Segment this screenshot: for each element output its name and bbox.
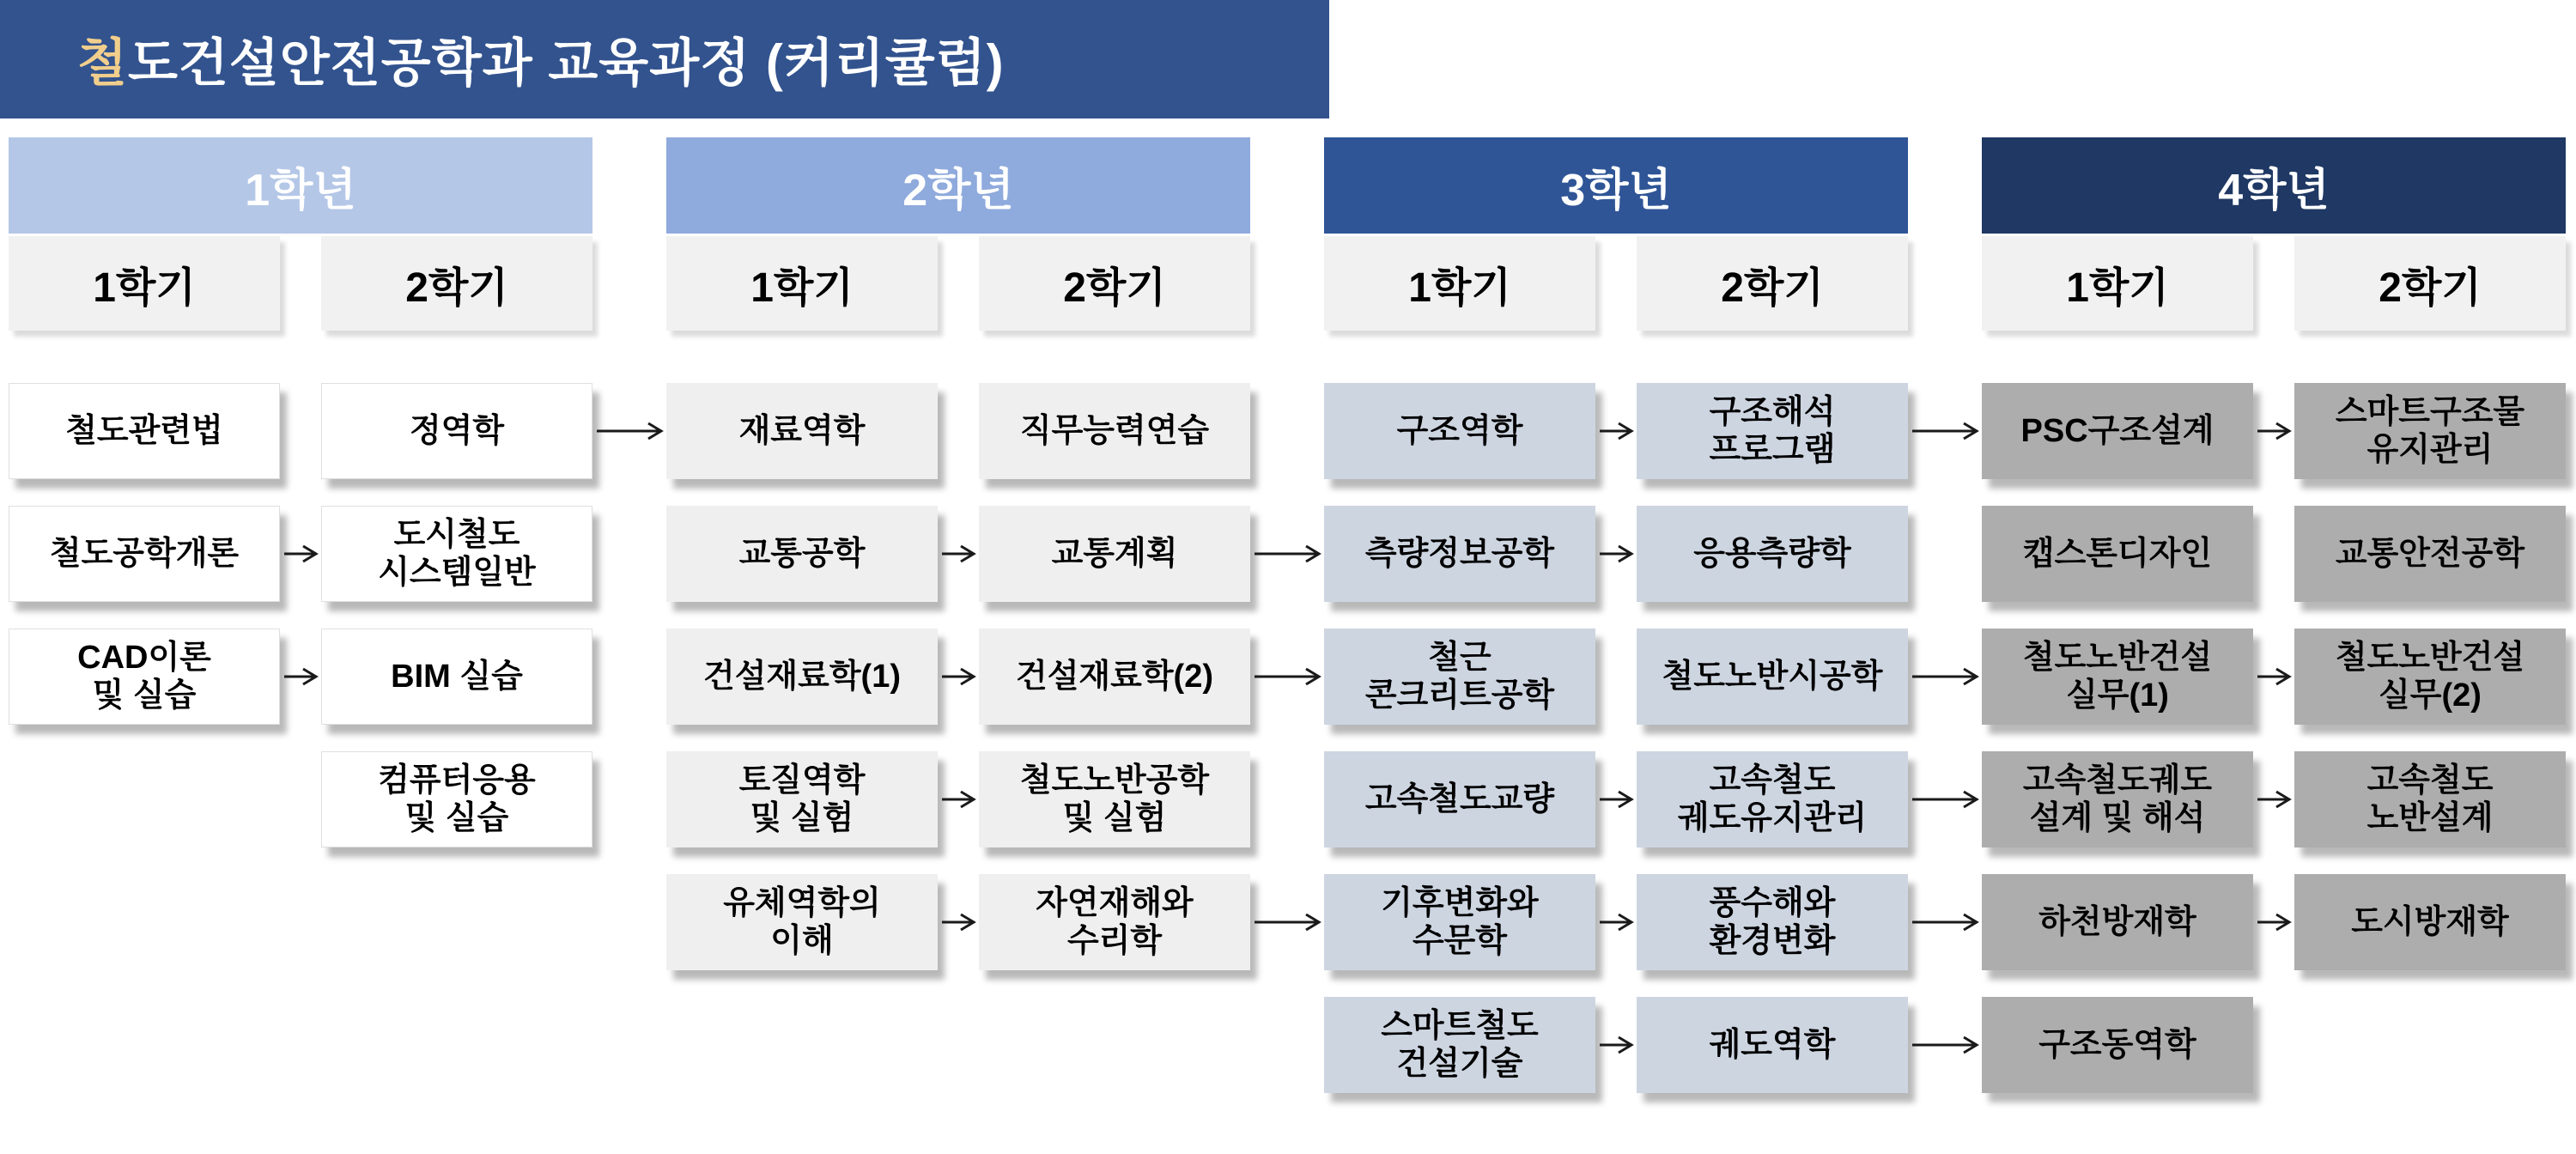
course-label-line: 구조동역학: [2038, 1026, 2196, 1063]
course-label-line: 고속철도: [2366, 762, 2494, 799]
course-label-line: 수문학: [1412, 923, 1508, 959]
course-box: [9, 629, 280, 725]
course-label-line: 구조해석: [1709, 393, 1836, 430]
course-box: [979, 751, 1250, 847]
prerequisite-arrow: [1255, 546, 1319, 562]
course-box: [666, 751, 938, 847]
course-box: [1982, 506, 2253, 602]
course-label-line: 철도노반시공학: [1662, 658, 1883, 695]
course-label-line: 고속철도궤도: [2022, 762, 2213, 799]
year-header-4: 4학년: [1982, 137, 2566, 234]
course-label-line: 자연재해와: [1036, 884, 1194, 921]
prerequisite-arrow: [1912, 914, 1977, 930]
course-label-line: 및 실험: [750, 800, 854, 836]
prerequisite-arrow: [1600, 792, 1631, 807]
course-box: [1982, 751, 2253, 847]
course-box: [1324, 874, 1595, 970]
course-box: [2294, 383, 2566, 479]
prerequisite-arrow: [1912, 669, 1977, 684]
course-box: [1637, 751, 1908, 847]
prerequisite-arrow: [1600, 546, 1631, 562]
course-label-line: 건설기술: [1396, 1046, 1523, 1082]
course-label-line: 콘크리트공학: [1364, 677, 1555, 714]
course-box: [321, 383, 592, 479]
course-label-line: 유지관리: [2366, 432, 2494, 468]
course-label-line: 고속철도교량: [1364, 780, 1555, 817]
course-label-line: 시스템일반: [378, 555, 536, 591]
course-label-line: 구조역학: [1396, 412, 1523, 449]
course-label-line: 환경변화: [1709, 923, 1836, 959]
course-label-line: 교통안전공학: [2335, 535, 2525, 572]
course-label-line: 응용측량학: [1693, 535, 1851, 572]
course-box: [1637, 383, 1908, 479]
course-box: [666, 874, 938, 970]
prerequisite-arrow: [1912, 423, 1977, 439]
course-box: [2294, 874, 2566, 970]
prerequisite-arrow: [1600, 914, 1631, 930]
prerequisite-arrow: [2257, 423, 2289, 439]
course-box: [979, 629, 1250, 725]
year-header-3: 3학년: [1324, 137, 1908, 234]
course-label-line: 철도관련법: [65, 412, 223, 449]
course-box: [1637, 506, 1908, 602]
course-box: [321, 629, 592, 725]
course-label-line: 유체역학의: [723, 884, 881, 921]
course-label-line: 궤도역학: [1709, 1026, 1836, 1063]
course-label-line: 실무(1): [2066, 677, 2169, 714]
course-box: [1982, 629, 2253, 725]
page-title: 도건설안전공학과 교육과정 (커리큘럼): [127, 34, 1005, 92]
prerequisite-arrow: [1912, 792, 1977, 807]
course-label-line: 기후변화와: [1381, 884, 1539, 921]
prerequisite-arrow: [942, 546, 974, 562]
semester-header-y3s1: 1학기: [1324, 236, 1595, 331]
prerequisite-arrow: [1600, 423, 1631, 439]
course-box: [1637, 874, 1908, 970]
course-label-line: 스마트구조물: [2335, 393, 2525, 430]
course-label-line: 직무능력연습: [1019, 412, 1210, 449]
course-label-line: 궤도유지관리: [1677, 800, 1868, 836]
course-box: [979, 874, 1250, 970]
course-label-line: 캡스톤디자인: [2022, 535, 2213, 572]
semester-header-y1s1: 1학기: [9, 236, 280, 331]
course-label-line: 설계 및 해석: [2029, 800, 2206, 836]
course-box: [1982, 997, 2253, 1093]
course-box: [1324, 383, 1595, 479]
course-label-line: 정역학: [409, 412, 505, 449]
prerequisite-arrow: [2257, 792, 2289, 807]
course-label-line: 고속철도: [1709, 762, 1836, 799]
title-bar: [0, 0, 1329, 118]
course-label-line: 및 실습: [404, 800, 509, 836]
course-label-line: 실무(2): [2379, 677, 2482, 714]
course-label-line: 프로그램: [1709, 432, 1836, 468]
course-box: [1982, 383, 2253, 479]
prerequisite-arrow: [2257, 914, 2289, 930]
prerequisite-arrow: [1912, 1037, 1977, 1053]
prerequisite-arrow: [597, 423, 661, 439]
course-box: [321, 506, 592, 602]
course-label-line: 이해: [770, 923, 834, 959]
course-box: [979, 383, 1250, 479]
prerequisite-arrow: [1255, 914, 1319, 930]
course-box: [666, 506, 938, 602]
course-box: [321, 751, 592, 847]
course-box: [9, 383, 280, 479]
course-box: [2294, 506, 2566, 602]
course-label-line: 측량정보공학: [1364, 535, 1555, 572]
semester-header-y2s2: 2학기: [979, 236, 1250, 331]
course-box: [979, 506, 1250, 602]
semester-header-y1s2: 2학기: [321, 236, 592, 331]
course-box: [1324, 751, 1595, 847]
course-label-line: 도시철도: [393, 516, 520, 553]
course-label-line: CAD이론: [77, 639, 211, 676]
course-label-line: BIM 실습: [391, 658, 523, 695]
course-box: [1324, 997, 1595, 1093]
course-label-line: 철도노반건설: [2335, 639, 2525, 676]
prerequisite-arrow: [942, 669, 974, 684]
course-label-line: 및 실습: [92, 677, 197, 714]
course-box: [1982, 874, 2253, 970]
prerequisite-arrow: [1255, 669, 1319, 684]
semester-header-y3s2: 2학기: [1637, 236, 1908, 331]
prerequisite-arrow: [942, 792, 974, 807]
semester-header-y2s1: 1학기: [666, 236, 938, 331]
course-label-line: 교통공학: [738, 535, 866, 572]
course-box: [666, 629, 938, 725]
prerequisite-arrow: [284, 669, 316, 684]
course-box: [1637, 997, 1908, 1093]
course-label-line: 하천방재학: [2038, 903, 2196, 940]
year-header-2: 2학년: [666, 137, 1250, 234]
course-box: [2294, 629, 2566, 725]
course-label-line: 철도노반공학: [1019, 762, 1210, 799]
course-label-line: 토질역학: [738, 762, 866, 799]
course-label-line: 건설재료학(1): [703, 658, 901, 695]
course-label-line: 재료역학: [738, 412, 866, 449]
course-label-line: 교통계획: [1051, 535, 1178, 572]
prerequisite-arrow: [1600, 1037, 1631, 1053]
course-box: [1324, 629, 1595, 725]
prerequisite-arrow: [942, 914, 974, 930]
course-box: [1637, 629, 1908, 725]
course-label-line: 도시방재학: [2351, 903, 2509, 940]
course-box: [2294, 751, 2566, 847]
course-label-line: 건설재료학(2): [1016, 658, 1213, 695]
course-label-line: 철도노반건설: [2022, 639, 2213, 676]
semester-header-y4s2: 2학기: [2294, 236, 2566, 331]
course-label-line: 풍수해와: [1709, 884, 1836, 921]
course-label-line: 및 실험: [1062, 800, 1167, 836]
course-label-line: 스마트철도: [1381, 1007, 1539, 1044]
course-label-line: 컴퓨터응용: [378, 762, 536, 799]
course-label-line: 철근: [1428, 639, 1492, 676]
prerequisite-arrow: [2257, 669, 2289, 684]
semester-header-y4s1: 1학기: [1982, 236, 2253, 331]
course-label-line: PSC구조설계: [2020, 412, 2215, 449]
course-label-line: 노반설계: [2366, 800, 2494, 836]
course-box: [9, 506, 280, 602]
course-label-line: 철도공학개론: [49, 535, 240, 572]
prerequisite-arrow: [284, 546, 316, 562]
year-header-1: 1학년: [9, 137, 592, 234]
title-highlight-char: 철: [77, 34, 128, 92]
course-box: [666, 383, 938, 479]
course-box: [1324, 506, 1595, 602]
course-label-line: 수리학: [1066, 923, 1163, 959]
